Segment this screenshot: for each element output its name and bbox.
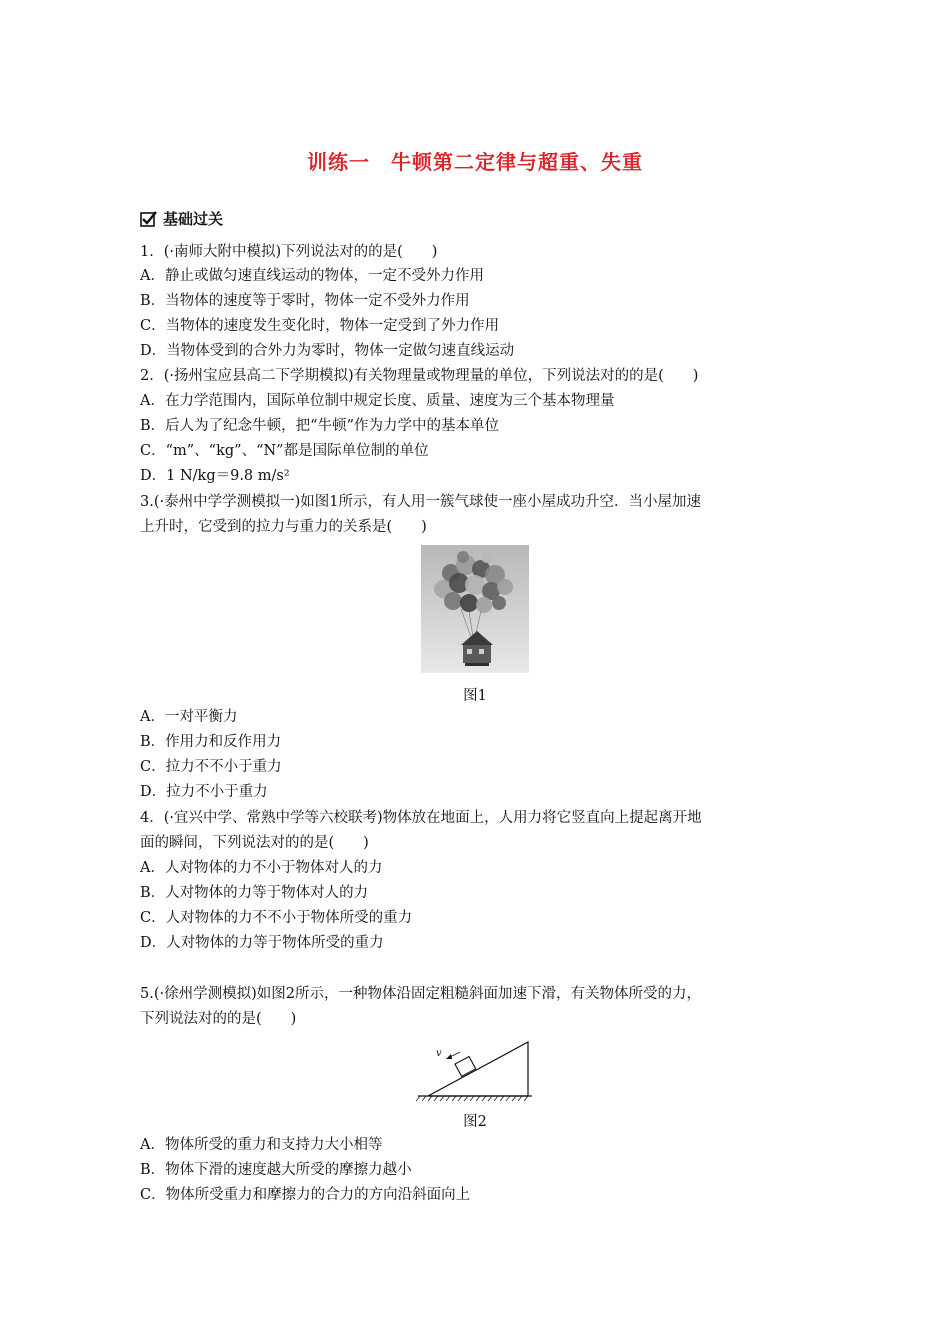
q5-stem-line1: 5.(·徐州学测模拟)如图2所示，一种物体沿固定粗糙斜面加速下滑，有关物体所受的力， [140, 986, 701, 1002]
q2-option-a: A．在力学范围内，国际单位制中规定长度、质量、速度为三个基本物理量 [140, 393, 615, 409]
q1-option-c: C．当物体的速度发生变化时，物体一定受到了外力作用 [140, 318, 500, 334]
checkbox-checked-icon [140, 210, 158, 228]
q1-option-a: A．静止或做匀速直线运动的物体，一定不受外力作用 [140, 268, 484, 284]
figure-1-caption: 图1 [463, 688, 487, 704]
q5-option-a: A．物体所受的重力和支持力大小相等 [140, 1137, 383, 1153]
q1-option-d: D．当物体受到的合外力为零时，物体一定做匀速直线运动 [140, 343, 515, 359]
section-heading [140, 208, 223, 229]
q2-option-c: C．“m”、“kg”、“N”都是国际单位制的单位 [140, 443, 429, 459]
q5-option-b: B．物体下滑的速度越大所受的摩擦力越小 [140, 1162, 412, 1178]
q4-option-c: C．人对物体的力不不小于物体所受的重力 [140, 910, 413, 926]
q5-option-c: C．物体所受重力和摩擦力的合力的方向沿斜面向上 [140, 1187, 471, 1203]
page-title: 训练一 牛顿第二定律与超重、失重 [307, 150, 643, 174]
q3-option-d: D．拉力不小于重力 [140, 784, 268, 800]
q5-stem-line2: 下列说法对的的是( ) [140, 1011, 297, 1027]
q3-stem-line1: 3.(·泰州中学学测模拟一)如图1所示，有人用一簇气球使一座小屋成功升空．当小屋加速 [140, 494, 701, 510]
q3-option-a: A．一对平衡力 [140, 709, 238, 725]
incline-diagram [416, 1038, 534, 1104]
q4-stem-line1: 4．(·宜兴中学、常熟中学等六校联考)物体放在地面上，人用力将它竖直向上提起离开地 [140, 810, 702, 826]
section-label: 基础过关 [163, 210, 224, 228]
q4-option-b: B．人对物体的力等于物体对人的力 [140, 885, 369, 901]
q4-stem-line2: 面的瞬间，下列说法对的的是( ) [140, 835, 369, 851]
q4-option-d: D．人对物体的力等于物体所受的重力 [140, 935, 384, 951]
q3-option-b: B．作用力和反作用力 [140, 734, 282, 750]
q1-stem: 1．(·南师大附中模拟)下列说法对的的是( ) [140, 244, 438, 260]
velocity-label: v [436, 1048, 442, 1059]
balloon-house-photo [421, 545, 529, 673]
q2-option-d: D．1 N/kg＝9.8 m/s² [140, 468, 290, 484]
q3-option-c: C．拉力不不小于重力 [140, 759, 282, 775]
figure-2-caption: 图2 [463, 1114, 487, 1130]
q2-stem: 2．(·扬州宝应县高二下学期模拟)有关物理量或物理量的单位，下列说法对的的是( ) [140, 368, 699, 384]
q1-option-b: B．当物体的速度等于零时，物体一定不受外力作用 [140, 293, 470, 309]
q2-option-b: B．后人为了纪念牛顿，把“牛顿”作为力学中的基本单位 [140, 418, 499, 434]
q3-stem-line2: 上升时，它受到的拉力与重力的关系是( ) [140, 519, 427, 535]
q4-option-a: A．人对物体的力不小于物体对人的力 [140, 860, 383, 876]
